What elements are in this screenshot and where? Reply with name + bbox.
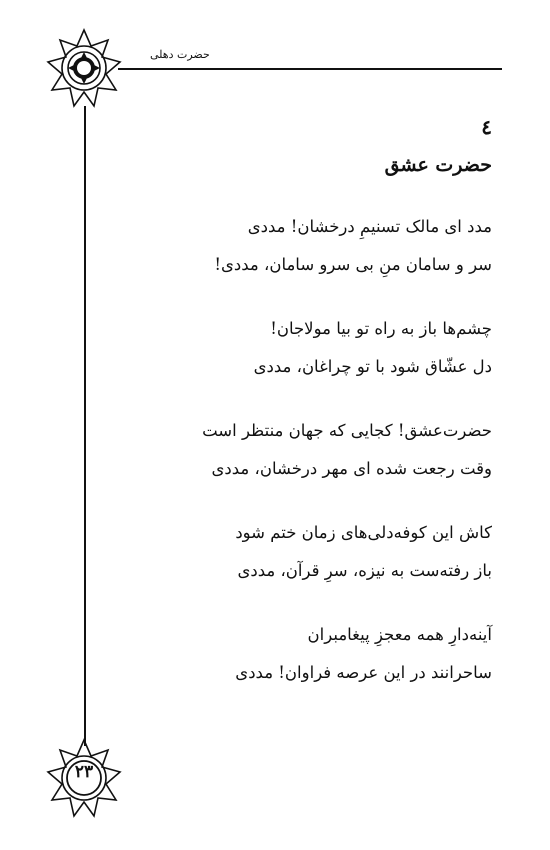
verse-line: وقت رجعت شده ای مهر درخشان، مددی <box>211 459 492 478</box>
running-header: حضرت دهلی <box>150 48 210 61</box>
verse-line: ساحرانند در این عرصه فراوان! مددی <box>235 663 492 682</box>
page-number: ۲۳ <box>74 762 94 782</box>
star-rosette-icon <box>44 28 124 108</box>
verse-line: باز رفته‌ست به نیزه، سرِ قرآن، مددی <box>237 561 492 580</box>
margin-rule <box>84 106 86 746</box>
verse-line: مدد ای مالک تسنیمِ درخشان! مددی <box>247 217 492 236</box>
poem-title: حضرت عشق <box>384 154 492 176</box>
stanza <box>152 616 492 692</box>
stanza <box>152 514 492 590</box>
stanza <box>152 412 492 488</box>
poem-number: ٤ <box>481 115 492 139</box>
verse-line: دل عشّاق شود با تو چراغان، مددی <box>253 357 492 376</box>
verse-line: آینه‌دارِ همه معجزِ پیغامبران <box>307 625 492 644</box>
stanza <box>152 310 492 386</box>
verse-line: چشم‌ها باز به راه تو بیا مولاجان! <box>270 319 492 338</box>
verse-line: سر و سامان منِ بی سرو سامان، مددی! <box>214 255 492 274</box>
stanza <box>152 208 492 284</box>
verse-line: کاش این کوفه‌دلی‌های زمان ختم شود <box>235 523 492 542</box>
verse-line: حضرت‌عشق! کجایی که جهان منتظر است <box>202 421 492 440</box>
poem-stanzas <box>152 208 492 692</box>
header-rule <box>118 68 502 70</box>
poem <box>152 112 492 718</box>
